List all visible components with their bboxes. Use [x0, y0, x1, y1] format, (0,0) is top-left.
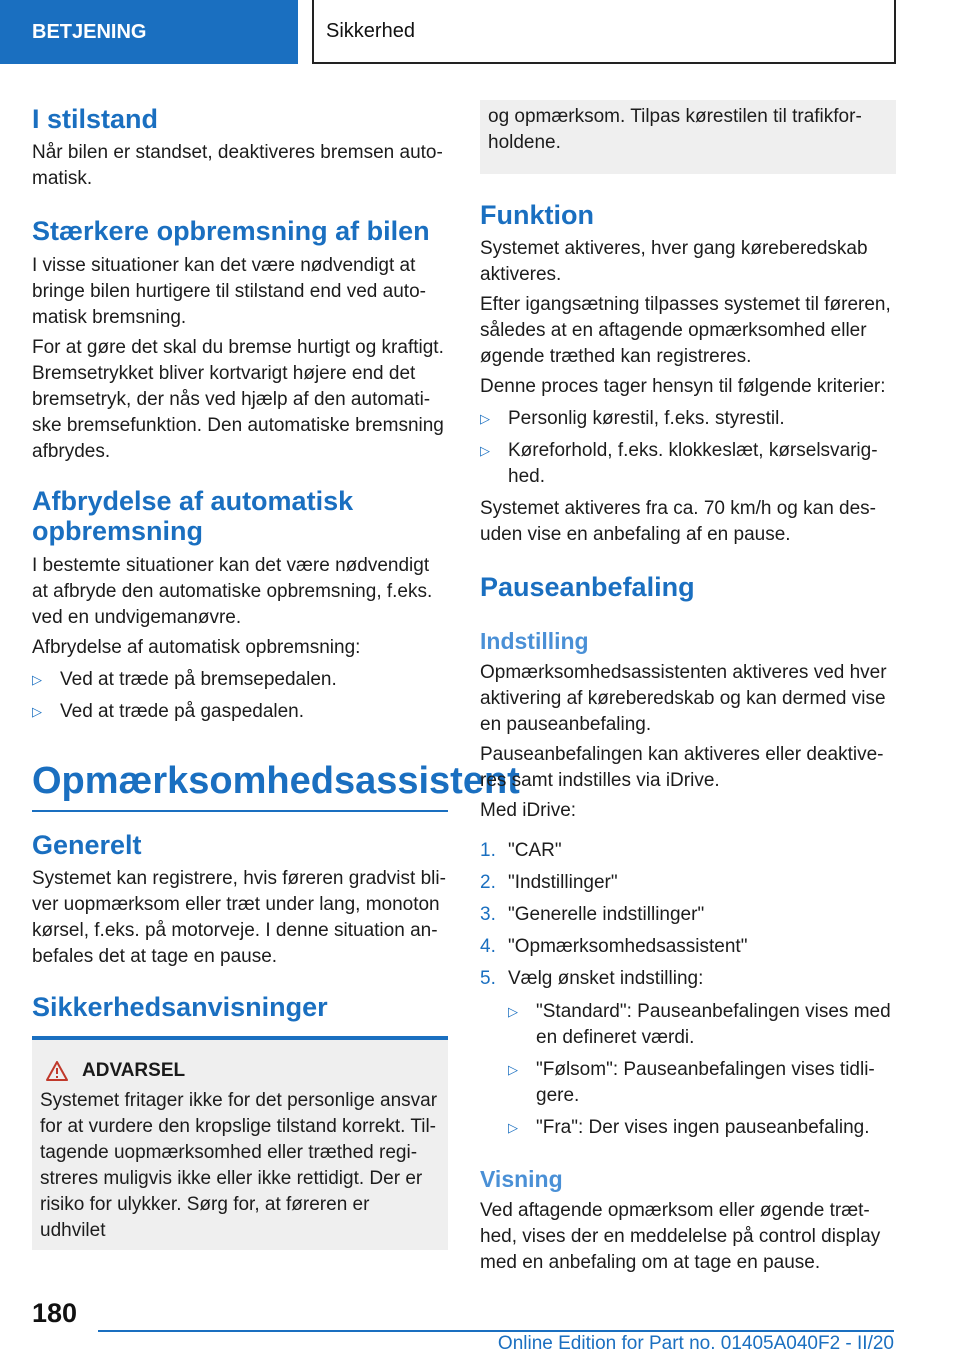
- step-text: "CAR": [508, 840, 562, 861]
- warning-box-continued: [480, 100, 896, 174]
- paragraph-staerkere-2: For at gøre det skal du bremse hurtigt og kraftigt. Bremsetrykket bliver kortvarigt højere end det bremsetryk, der nås ved hjælp af den automati-ske bremsefunktion. Den automatiske bremsning afbrydes.: [32, 337, 444, 462]
- list-item-text: Ved at træde på bremsepedalen.: [60, 669, 337, 690]
- heading-generelt: Generelt: [32, 830, 142, 860]
- section-title: BETJENING: [32, 20, 147, 43]
- triangle-right-icon: ▷: [480, 411, 490, 426]
- list-item: [32, 699, 448, 725]
- step-item: [480, 934, 896, 960]
- warning-header: [46, 1060, 440, 1082]
- step-text: "Indstillinger": [508, 872, 618, 893]
- warning-box: [32, 1036, 448, 1250]
- list-item: [480, 406, 896, 432]
- warning-text: Systemet fritager ikke for det personlige ansvar for at vurdere den kropslige tilstand korrekt. Til-tagende uopmærksomhed eller træthed regi-streres muligvis ikke eller ikke rettidigt. Der er risiko for ulykker. Sørg for, at føreren er udhvilet: [40, 1090, 438, 1241]
- page-number: 180: [32, 1298, 78, 1328]
- heading-visning: Visning: [480, 1166, 563, 1192]
- list-item: [32, 667, 448, 693]
- paragraph-funktion-4: Systemet aktiveres fra ca. 70 km/h og kan des-uden vise en anbefaling af en pause.: [480, 498, 877, 545]
- heading-pauseanbefaling: Pauseanbefaling: [480, 572, 695, 602]
- sub-option-item: [508, 999, 896, 1051]
- paragraph-generelt: Systemet kan registrere, hvis føreren gradvist bli-ver uopmærksom eller træt under lang, monoton kørsel, f.eks. på motorveje. I denne situation an-befales det at tage en pause.: [32, 868, 446, 967]
- step-item: [480, 966, 896, 992]
- triangle-right-icon: ▷: [32, 704, 42, 719]
- section-tab: [0, 0, 298, 64]
- sub-option-text: "Standard": Pauseanbefalingen vises med en defineret værdi.: [536, 1001, 891, 1048]
- step-text: "Opmærksomhedsassistent": [508, 936, 748, 957]
- step-number: 3.: [480, 904, 496, 925]
- step-number: 1.: [480, 840, 496, 861]
- triangle-right-icon: ▷: [508, 1062, 518, 1077]
- paragraph-funktion-1: Systemet aktiveres, hver gang køreberedskab aktiveres.: [480, 238, 868, 285]
- paragraph-funktion-2: Efter igangsætning tilpasses systemet til føreren, således at en aftagende opmærksomhed eller øgende træthed kan registreres.: [480, 294, 891, 367]
- heading-sikkerhedsanvisninger: Sikkerhedsanvisninger: [32, 992, 328, 1022]
- step-item: [480, 902, 896, 928]
- triangle-right-icon: ▷: [32, 672, 42, 687]
- heading-opmaerksomhedsassistent: Opmærksomhedsassistent: [32, 760, 448, 812]
- footer-edition: Online Edition for Part no. 01405A040F2 - II/20: [497, 1333, 894, 1354]
- paragraph-stilstand: Når bilen er standset, deaktiveres bremsen auto-matisk.: [32, 142, 443, 189]
- paragraph-visning: Ved aftagende opmærksom eller øgende træt-hed, vises der en meddelelse på control display med en anbefaling om at tage en pause.: [480, 1200, 881, 1273]
- sub-option-text: "Fra": Der vises ingen pauseanbefaling.: [536, 1117, 870, 1138]
- step-number: 2.: [480, 872, 496, 893]
- list-item-text: Ved at træde på gaspedalen.: [60, 701, 305, 722]
- heading-funktion: Funktion: [480, 200, 594, 230]
- chapter-title: Sikkerhed: [326, 19, 415, 42]
- sub-option-item: [508, 1115, 896, 1141]
- step-item: [480, 838, 896, 864]
- heading-afbrydelse: Afbrydelse af automatisk opbremsning: [32, 486, 354, 546]
- heading-i-stilstand: I stilstand: [32, 104, 159, 134]
- warning-title: ADVARSEL: [82, 1060, 186, 1081]
- paragraph-afbrydelse-1: I bestemte situationer kan det være nødvendigt at afbryde den automatiske opbremsning, f.eks. ved en undvigemanøvre.: [32, 555, 433, 628]
- list-item-text: Personlig kørestil, f.eks. styrestil.: [508, 408, 785, 429]
- step-number: 4.: [480, 936, 496, 957]
- triangle-right-icon: ▷: [508, 1004, 518, 1019]
- heading-staerkere-opbremsning: Stærkere opbremsning af bilen: [32, 216, 430, 246]
- list-item-text: Køreforhold, f.eks. klokkeslæt, kørselsvarig-hed.: [508, 440, 878, 487]
- paragraph-staerkere-1: I visse situationer kan det være nødvendigt at bringe bilen hurtigere til stilstand end ved auto-matisk bremsning.: [32, 255, 426, 328]
- list-item: [480, 438, 896, 490]
- triangle-right-icon: ▷: [480, 443, 490, 458]
- step-number: 5.: [480, 968, 496, 989]
- step-text: Vælg ønsket indstilling:: [508, 968, 704, 989]
- step-item: [480, 870, 896, 896]
- paragraph-funktion-3: Denne proces tager hensyn til følgende kriterier:: [480, 376, 886, 397]
- warning-text-continued: og opmærksom. Tilpas kørestilen til trafikfor-holdene.: [488, 106, 862, 153]
- sub-option-text: "Følsom": Pauseanbefalingen vises tidli-gere.: [536, 1059, 875, 1106]
- paragraph-afbrydelse-2: Afbrydelse af automatisk opbremsning:: [32, 637, 361, 658]
- paragraph-indstilling-3: Med iDrive:: [480, 800, 577, 821]
- paragraph-indstilling-2: Pauseanbefalingen kan aktiveres eller deaktive-res samt indstilles via iDrive.: [480, 744, 884, 791]
- sub-option-item: [508, 1057, 896, 1109]
- triangle-right-icon: ▷: [508, 1120, 518, 1135]
- heading-indstilling: Indstilling: [480, 628, 589, 654]
- chapter-tab: [312, 0, 896, 64]
- paragraph-indstilling-1: Opmærksomhedsassistenten aktiveres ved hver aktivering af køreberedskab og kan dermed vise en pauseanbefaling.: [480, 662, 887, 735]
- warning-triangle-icon: [46, 1061, 68, 1081]
- step-text: "Generelle indstillinger": [508, 904, 705, 925]
